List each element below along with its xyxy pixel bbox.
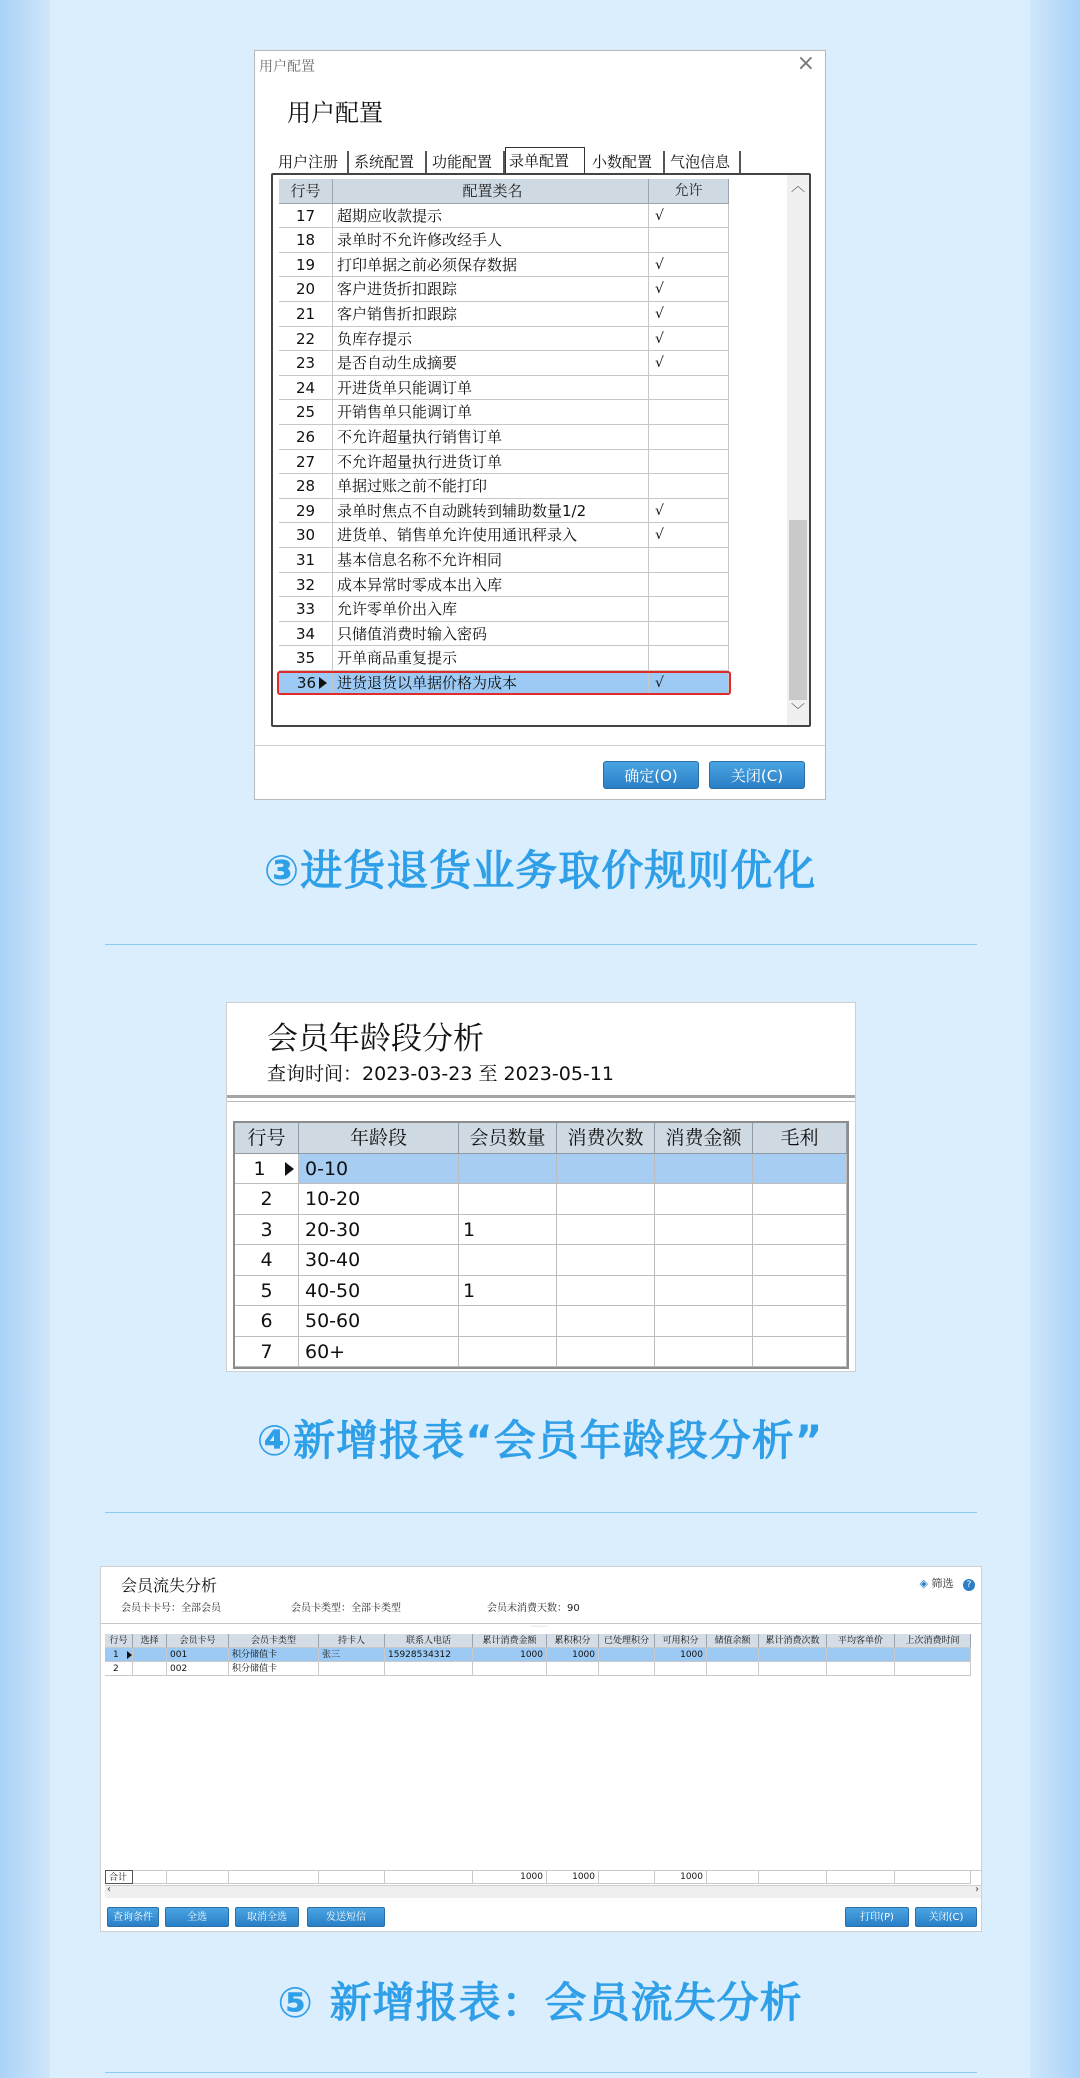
amount <box>655 1184 753 1215</box>
row-no: 29 <box>279 499 333 524</box>
row-name: 开进货单只能调订单 <box>333 376 649 401</box>
amount <box>655 1154 753 1185</box>
processed-points <box>599 1662 655 1676</box>
ok-button[interactable]: 确定(O) <box>603 761 699 789</box>
tab-entry-config[interactable]: 录单配置 <box>505 147 585 175</box>
table-row-selected[interactable] <box>279 671 729 696</box>
member-count <box>459 1337 557 1368</box>
filter-value: 90 <box>567 1603 580 1614</box>
total-cell <box>385 1870 473 1884</box>
dialog-footer-divider <box>255 745 825 746</box>
tab-bubble-info[interactable]: 气泡信息 <box>667 151 741 173</box>
total-points <box>547 1662 599 1676</box>
row-allow[interactable]: √ <box>649 499 729 524</box>
age-range: 60+ <box>299 1337 459 1368</box>
processed-points <box>599 1648 655 1662</box>
age-analysis-report <box>226 1002 856 1372</box>
query-time <box>267 1059 614 1086</box>
print-button[interactable]: 打印(P) <box>845 1907 909 1927</box>
table-row[interactable] <box>105 1662 981 1676</box>
table-row[interactable] <box>279 622 729 647</box>
scroll-thumb[interactable] <box>789 520 807 700</box>
age-range: 50-60 <box>299 1306 459 1337</box>
table-header <box>279 179 729 204</box>
row-no: 18 <box>279 228 333 253</box>
scroll-down-icon[interactable]: ﹀ <box>791 703 805 719</box>
table-row[interactable] <box>279 597 729 622</box>
section-divider <box>105 2072 977 2073</box>
dialog-header: 用户配置 <box>287 99 383 127</box>
visit-count <box>557 1276 655 1307</box>
row-no: 36 <box>279 671 333 696</box>
table-row-selected[interactable] <box>105 1648 981 1662</box>
row-allow[interactable]: √ <box>649 351 729 376</box>
table-row[interactable] <box>279 548 729 573</box>
last-visit <box>895 1662 971 1676</box>
user-config-dialog <box>254 50 826 800</box>
row-no: 30 <box>279 523 333 548</box>
row-no: 4 <box>235 1245 299 1276</box>
table-row[interactable] <box>279 277 729 302</box>
table-row[interactable] <box>279 499 729 524</box>
row-no: 1 <box>105 1648 133 1662</box>
filter-icon[interactable]: ◈ <box>919 1577 928 1590</box>
table-row[interactable] <box>279 523 729 548</box>
last-visit <box>895 1648 971 1662</box>
row-name: 不允许超量执行进货订单 <box>333 450 649 475</box>
col-total-points: 累积积分 <box>547 1634 599 1648</box>
total-cell <box>229 1870 319 1884</box>
scroll-left-icon[interactable]: ‹ <box>107 1884 111 1895</box>
holder <box>319 1662 385 1676</box>
row-allow[interactable]: √ <box>649 302 729 327</box>
date-to: 2023-05-11 <box>503 1063 614 1085</box>
visit-count <box>759 1648 827 1662</box>
row-no: 35 <box>279 646 333 671</box>
filter-card-type <box>291 1599 401 1614</box>
row-no: 20 <box>279 277 333 302</box>
table-row[interactable] <box>235 1306 847 1337</box>
section3-caption: ③进货退货业务取价规则优化 <box>263 846 817 895</box>
header-rule-thin <box>227 1101 855 1102</box>
member-count <box>459 1184 557 1215</box>
row-no: 6 <box>235 1306 299 1337</box>
visit-count <box>557 1215 655 1246</box>
table-row[interactable] <box>279 327 729 352</box>
row-allow[interactable] <box>649 646 729 671</box>
config-grid <box>271 173 811 727</box>
row-name: 开单商品重复提示 <box>333 646 649 671</box>
section-divider <box>105 944 977 945</box>
row-name: 允许零单价出入库 <box>333 597 649 622</box>
row-no: 27 <box>279 450 333 475</box>
row-no: 17 <box>279 204 333 229</box>
total-cell <box>827 1870 895 1884</box>
card-type: 积分储值卡 <box>229 1648 319 1662</box>
total-row <box>105 1870 981 1884</box>
to-label: 至 <box>478 1063 498 1085</box>
right-border <box>1030 0 1080 2078</box>
table-row[interactable] <box>279 228 729 253</box>
available-points-sum: 1000 <box>655 1870 707 1884</box>
balance <box>707 1662 759 1676</box>
visit-count <box>557 1154 655 1185</box>
visit-count <box>759 1662 827 1676</box>
row-pointer-icon <box>285 1162 294 1176</box>
col-allow: 允许 <box>649 179 729 204</box>
table-row[interactable] <box>235 1276 847 1307</box>
age-range: 40-50 <box>299 1276 459 1307</box>
age-range: 30-40 <box>299 1245 459 1276</box>
section5-caption: ⑤ 新增报表：会员流失分析 <box>277 1978 803 2027</box>
card-no: 002 <box>167 1662 229 1676</box>
scroll-right-icon[interactable]: › <box>975 1884 979 1895</box>
row-name: 进货退货以单据价格为成本 <box>333 671 649 696</box>
col-row-no: 行号 <box>279 179 333 204</box>
row-allow[interactable] <box>649 425 729 450</box>
col-avg-ticket: 平均客单价 <box>827 1634 895 1648</box>
select-cell[interactable] <box>133 1662 167 1676</box>
row-allow[interactable] <box>649 597 729 622</box>
col-gross-profit: 毛利 <box>753 1123 847 1154</box>
total-label: 合计 <box>105 1870 133 1884</box>
row-allow[interactable] <box>649 376 729 401</box>
row-no: 25 <box>279 400 333 425</box>
age-table <box>233 1121 849 1369</box>
row-allow[interactable]: √ <box>649 204 729 229</box>
row-name: 客户销售折扣跟踪 <box>333 302 649 327</box>
amount <box>655 1306 753 1337</box>
col-processed-points: 已处理积分 <box>599 1634 655 1648</box>
vertical-scrollbar[interactable] <box>787 175 809 725</box>
row-name: 成本异常时零成本出入库 <box>333 573 649 598</box>
row-name: 超期应收款提示 <box>333 204 649 229</box>
table-row[interactable] <box>235 1337 847 1368</box>
table-row[interactable] <box>279 302 729 327</box>
toolbar <box>920 1575 975 1591</box>
row-allow[interactable]: √ <box>649 523 729 548</box>
row-no: 21 <box>279 302 333 327</box>
filter-value: 全部卡类型 <box>351 1603 401 1614</box>
row-no: 19 <box>279 253 333 278</box>
filter-label: 会员卡类型： <box>291 1603 351 1614</box>
table-row[interactable] <box>279 573 729 598</box>
select-all-button[interactable]: 全选 <box>165 1907 229 1927</box>
total-points: 1000 <box>547 1648 599 1662</box>
col-age-range: 年龄段 <box>299 1123 459 1154</box>
row-no: 33 <box>279 597 333 622</box>
gross-profit <box>753 1215 847 1246</box>
table-row[interactable] <box>279 253 729 278</box>
member-count: 1 <box>459 1276 557 1307</box>
total-points-sum: 1000 <box>547 1870 599 1884</box>
holder: 张三 <box>319 1648 385 1662</box>
total-cell <box>319 1870 385 1884</box>
age-range: 10-20 <box>299 1184 459 1215</box>
total-cell <box>759 1870 827 1884</box>
report-title: 会员流失分析 <box>121 1576 218 1595</box>
available-points: 1000 <box>655 1648 707 1662</box>
close-icon[interactable]: × <box>796 51 815 76</box>
age-range: 20-30 <box>299 1215 459 1246</box>
avg-ticket <box>827 1662 895 1676</box>
scroll-up-icon[interactable]: ︿ <box>791 179 805 195</box>
card-type: 积分储值卡 <box>229 1662 319 1676</box>
table-row[interactable] <box>279 376 729 401</box>
tab-decimal-config[interactable]: 小数配置 <box>589 151 665 173</box>
left-border <box>0 0 50 2078</box>
row-allow[interactable] <box>649 228 729 253</box>
table-row[interactable] <box>279 474 729 499</box>
total-cell <box>133 1870 167 1884</box>
gross-profit <box>753 1337 847 1368</box>
gross-profit <box>753 1154 847 1185</box>
table-row[interactable] <box>279 646 729 671</box>
row-allow[interactable] <box>649 573 729 598</box>
visit-count <box>557 1306 655 1337</box>
window-title: 用户配置 <box>259 59 315 75</box>
col-last-visit: 上次消费时间 <box>895 1634 971 1648</box>
config-table <box>279 179 729 695</box>
row-no: 28 <box>279 474 333 499</box>
total-spend-sum: 1000 <box>473 1870 547 1884</box>
section-divider <box>105 1512 977 1513</box>
tab-user-register[interactable]: 用户注册 <box>275 151 349 173</box>
amount <box>655 1245 753 1276</box>
row-allow[interactable]: √ <box>649 277 729 302</box>
row-name: 进货单、销售单允许使用通讯秤录入 <box>333 523 649 548</box>
row-no: 22 <box>279 327 333 352</box>
col-select: 选择 <box>133 1634 167 1648</box>
table-header <box>105 1634 981 1648</box>
row-no: 2 <box>105 1662 133 1676</box>
help-icon[interactable]: ? <box>963 1579 975 1591</box>
member-churn-report <box>100 1566 982 1932</box>
col-phone: 联系人电话 <box>385 1634 473 1648</box>
visit-count <box>557 1245 655 1276</box>
select-cell[interactable] <box>133 1648 167 1662</box>
row-no: 5 <box>235 1276 299 1307</box>
report-title: 会员年龄段分析 <box>267 1021 484 1057</box>
row-name: 录单时焦点不自动跳转到辅助数量1/2 <box>333 499 649 524</box>
available-points <box>655 1662 707 1676</box>
gross-profit <box>753 1276 847 1307</box>
row-name: 开销售单只能调订单 <box>333 400 649 425</box>
horizontal-scrollbar[interactable] <box>105 1885 981 1898</box>
table-row[interactable] <box>279 351 729 376</box>
col-member-count: 会员数量 <box>459 1123 557 1154</box>
row-name: 基本信息名称不允许相同 <box>333 548 649 573</box>
row-allow[interactable]: √ <box>649 671 729 696</box>
date-from: 2023-03-23 <box>362 1063 473 1085</box>
col-visit-count: 累计消费次数 <box>759 1634 827 1648</box>
close-button[interactable]: 关闭(C) <box>915 1907 977 1927</box>
tab-system-config[interactable]: 系统配置 <box>351 151 427 173</box>
col-total-spend: 累计消费金额 <box>473 1634 547 1648</box>
avg-ticket <box>827 1648 895 1662</box>
col-amount: 消费金额 <box>655 1123 753 1154</box>
total-cell <box>707 1870 759 1884</box>
col-balance: 储值余额 <box>707 1634 759 1648</box>
table-row[interactable] <box>279 450 729 475</box>
phone: 15928534312 <box>385 1648 473 1662</box>
total-spend: 1000 <box>473 1648 547 1662</box>
amount <box>655 1215 753 1246</box>
col-config-name: 配置类名 <box>333 179 649 204</box>
col-row-no: 行号 <box>235 1123 299 1154</box>
col-card-type: 会员卡类型 <box>229 1634 319 1648</box>
table-header <box>235 1123 847 1154</box>
table-empty-area <box>105 1676 981 1871</box>
filter-label: 会员未消费天数： <box>487 1603 567 1614</box>
filter-button[interactable]: 筛选 <box>931 1577 954 1590</box>
member-count <box>459 1306 557 1337</box>
visit-count <box>557 1184 655 1215</box>
filter-label: 会员卡卡号： <box>121 1603 181 1614</box>
filter-card-no <box>121 1599 221 1614</box>
row-no: 34 <box>279 622 333 647</box>
row-no: 24 <box>279 376 333 401</box>
row-no: 26 <box>279 425 333 450</box>
gross-profit <box>753 1184 847 1215</box>
row-allow[interactable]: √ <box>649 253 729 278</box>
section4-caption: ④新增报表“会员年龄段分析” <box>256 1416 824 1465</box>
balance <box>707 1648 759 1662</box>
query-conditions-button[interactable]: 查询条件 <box>107 1907 159 1927</box>
row-allow[interactable] <box>649 622 729 647</box>
row-no: 2 <box>235 1184 299 1215</box>
row-name: 单据过账之前不能打印 <box>333 474 649 499</box>
header-rule <box>227 1095 855 1098</box>
row-no: 3 <box>235 1215 299 1246</box>
filter-value: 全部会员 <box>181 1603 221 1614</box>
row-allow[interactable] <box>649 400 729 425</box>
gross-profit <box>753 1306 847 1337</box>
member-count <box>459 1154 557 1185</box>
row-no: 31 <box>279 548 333 573</box>
total-row-cells <box>105 1870 981 1884</box>
row-name: 是否自动生成摘要 <box>333 351 649 376</box>
table-row[interactable] <box>279 204 729 229</box>
row-name: 录单时不允许修改经手人 <box>333 228 649 253</box>
row-name: 只储值消费时输入密码 <box>333 622 649 647</box>
row-name: 客户进货折扣跟踪 <box>333 277 649 302</box>
churn-table <box>105 1634 981 1676</box>
table-row-selected[interactable] <box>235 1154 847 1185</box>
deselect-all-button[interactable]: 取消全选 <box>235 1907 299 1927</box>
gross-profit <box>753 1245 847 1276</box>
filter-idle-days <box>487 1599 580 1614</box>
col-available-points: 可用积分 <box>655 1634 707 1648</box>
row-name: 不允许超量执行销售订单 <box>333 425 649 450</box>
row-pointer-icon <box>127 1651 132 1659</box>
col-visit-count: 消费次数 <box>557 1123 655 1154</box>
phone <box>385 1662 473 1676</box>
amount <box>655 1337 753 1368</box>
table-row[interactable] <box>235 1245 847 1276</box>
member-count <box>459 1245 557 1276</box>
row-no: 7 <box>235 1337 299 1368</box>
amount <box>655 1276 753 1307</box>
table-row[interactable] <box>235 1215 847 1246</box>
send-sms-button[interactable]: 发送短信 <box>307 1907 385 1927</box>
close-button[interactable]: 关闭(C) <box>709 761 805 789</box>
table-row[interactable] <box>279 425 729 450</box>
row-name: 负库存提示 <box>333 327 649 352</box>
row-allow[interactable] <box>649 548 729 573</box>
splitter-grip[interactable]: ⋯⋯⋯ <box>530 1623 548 1630</box>
total-spend <box>473 1662 547 1676</box>
row-no: 23 <box>279 351 333 376</box>
row-name: 打印单据之前必须保存数据 <box>333 253 649 278</box>
query-label: 查询时间： <box>267 1063 363 1085</box>
total-cell <box>599 1870 655 1884</box>
total-cell <box>167 1870 229 1884</box>
row-allow[interactable] <box>649 450 729 475</box>
visit-count <box>557 1337 655 1368</box>
age-range: 0-10 <box>299 1154 459 1185</box>
card-no: 001 <box>167 1648 229 1662</box>
tab-function-config[interactable]: 功能配置 <box>429 151 505 173</box>
col-holder: 持卡人 <box>319 1634 385 1648</box>
total-cell <box>895 1870 971 1884</box>
row-no: 32 <box>279 573 333 598</box>
member-count: 1 <box>459 1215 557 1246</box>
row-allow[interactable]: √ <box>649 327 729 352</box>
highlight-box <box>277 671 731 696</box>
col-card-no: 会员卡号 <box>167 1634 229 1648</box>
row-allow[interactable] <box>649 474 729 499</box>
table-row[interactable] <box>279 400 729 425</box>
col-row-no: 行号 <box>105 1634 133 1648</box>
row-no: 1 <box>235 1154 299 1185</box>
table-row[interactable] <box>235 1184 847 1215</box>
